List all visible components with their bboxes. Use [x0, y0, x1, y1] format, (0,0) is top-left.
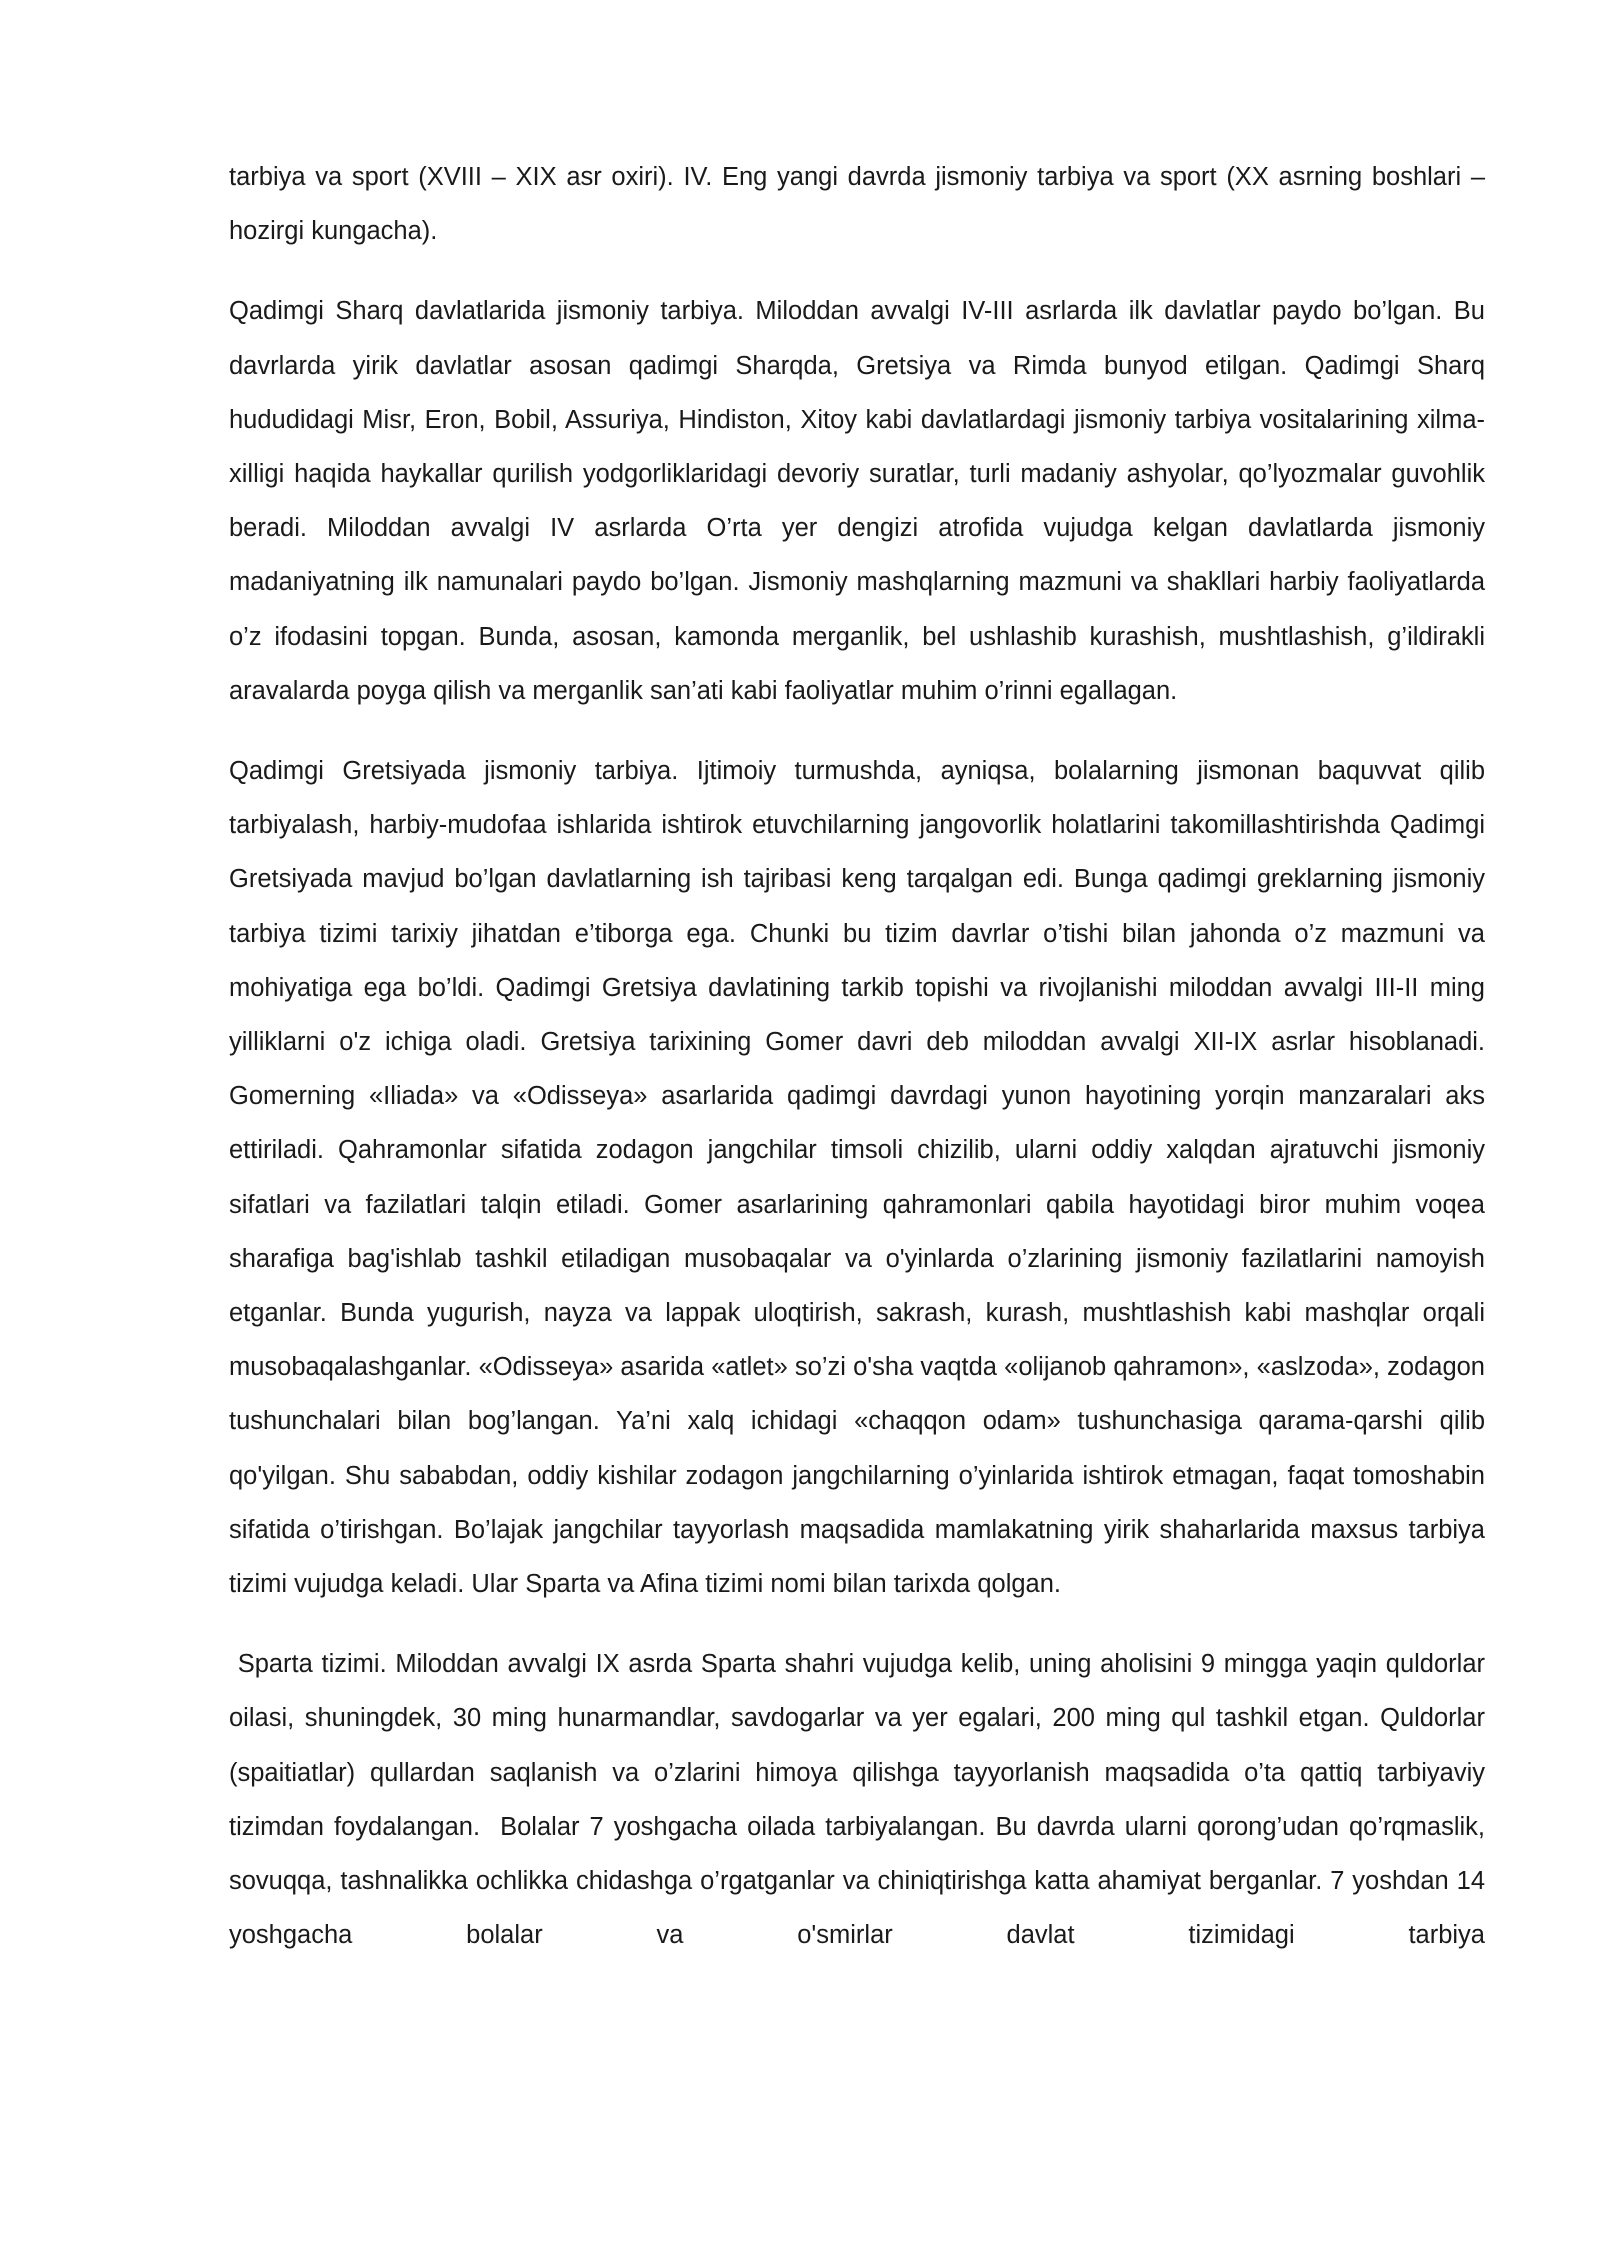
paragraph-ancient-greece: Qadimgi Gretsiyada jismoniy tarbiya. Ijtimoiy turmushda, ayniqsa, bolalarning jismonan baquvvat qilib tarbiyalash, harbiy-mudofaa ishlarida ishtirok etuvchilarning jangovorlik holatlarini takomillashtirishda Qadimgi Gretsiyada mavjud bo’lgan davlatlarning ish tajribasi keng tarqalgan edi. Bunga qadimgi greklarning jismoniy tarbiya tizimi tarixiy jihatdan e’tiborga ega. Chunki bu tizim davrlar o’tishi bilan jahonda o’z mazmuni va mohiyatiga ega bo’ldi. Qadimgi Gretsiya davlatining tarkib topishi va rivojlanishi miloddan avvalgi III-II ming yilliklarni o'z ichiga oladi. Gretsiya tarixining Gomer davri deb miloddan avvalgi XII-IX asrlar hisoblanadi. Gomerning «Iliada» va «Odisseya» asarlarida qadimgi davrdagi yunon hayotining yorqin manzaralari aks ettiriladi. Qahramonlar sifatida zodagon jangchilar timsoli chizilib, ularni oddiy xalqdan ajratuvchi jismoniy sifatlari va fazilatlari talqin etiladi. Gomer asarlarining qahramonlari qabila hayotidagi biror muhim voqea sharafiga bag'ishlab tashkil etiladigan musobaqalar va o'yinlarda o’zlarining jismoniy fazilatlarini namoyish etganlar. Bunda yugurish, nayza va lappak uloqtirish, sakrash, kurash, mushtlashish kabi mashqlar orqali musobaqalashganlar. «Odisseya» asarida «atlet» so’zi o'sha vaqtda «olijanob qahramon», «aslzoda», zodagon tushunchalari bilan bog’langan. Ya’ni xalq ichidagi «chaqqon odam» tushunchasiga qarama-qarshi qilib qo'yilgan. Shu sababdan, oddiy kishilar zodagon jangchilarning o’yinlarida ishtirok etmagan, faqat tomoshabin sifatida o’tirishgan. Bo’lajak jangchilar tayyorlash maqsadida mamlakatning yirik shaharlarida maxsus tarbiya tizimi vujudga keladi. Ular Sparta va Afina tizimi nomi bilan tarixda qolgan. — [229, 757, 1485, 1599]
body-text — [229, 150, 1493, 1963]
paragraph-ancient-east: Qadimgi Sharq davlatlarida jismoniy tarbiya. Miloddan avvalgi IV-III asrlarda ilk davlatlar paydo bo’lgan. Bu davrlarda yirik davlatlar asosan qadimgi Sharqda, Gretsiya va Rimda bunyod etilgan. Qadimgi Sharq hududidagi Misr, Eron, Bobil, Assuriya, Hindiston, Xitoy kabi davlatlardagi jismoniy tarbiya vositalarining xilma-xilligi haqida haykallar qurilish yodgorliklaridagi devoriy suratlar, turli madaniy ashyolar, qo’lyozmalar guvohlik beradi. Miloddan avvalgi IV asrlarda O’rta yer dengizi atrofida vujudga kelgan davlatlarda jismoniy madaniyatning ilk namunalari paydo bo’lgan. Jismoniy mashqlarning mazmuni va shakllari harbiy faoliyatlarda o’z ifodasini topgan. Bunda, asosan, kamonda merganlik, bel ushlashib kurashish, mushtlashish, g’ildirakli aravalarda poyga qilish va merganlik san’ati kabi faoliyatlar muhim o’rinni egallagan. — [229, 297, 1485, 705]
paragraph-intro-continuation: tarbiya va sport (XVIII – XIX asr oxiri). IV. Eng yangi davrda jismoniy tarbiya va sport (XX asrning boshlari – hozirgi kungacha). — [229, 163, 1485, 246]
paragraph-sparta-system: Sparta tizimi. Miloddan avvalgi IX asrda Sparta shahri vujudga kelib, uning aholisini 9 mingga yaqin quldorlar oilasi, shuningdek, 30 ming hunarmandlar, savdogarlar va yer egalari, 200 ming qul tashkil etgan. Quldorlar (spaitiatlar) qullardan saqlanish va o’zlarini himoya qilishga tayyorlanish maqsadida o’ta qattiq tarbiyaviy tizimdan foydalangan. Bolalar 7 yoshgacha oilada tarbiyalangan. Bu davrda ularni qorong’udan qo’rqmaslik, sovuqqa, tashnalikka ochlikka chidashga o’rgatganlar va chiniqtirishga katta ahamiyat berganlar. 7 yoshdan 14 yoshgacha bolalar va o'smirlar davlat tizimidagi tarbiya — [229, 1650, 1493, 1950]
